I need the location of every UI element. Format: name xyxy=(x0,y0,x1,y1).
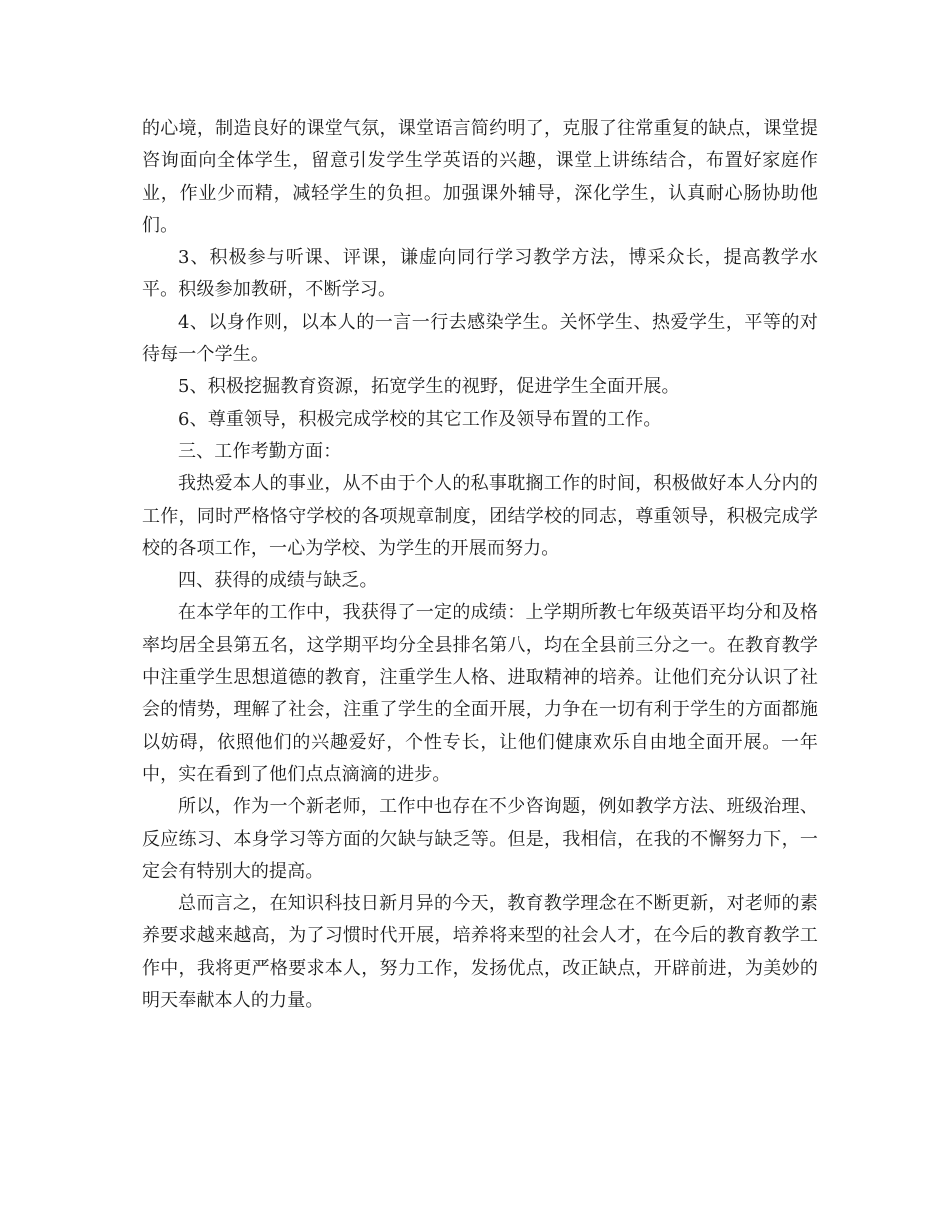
section-heading-attendance: 三、工作考勤方面： xyxy=(178,440,342,462)
paragraph-2: 3、积极参与听课、评课，谦虚向同行学习教学方法，博采众长，提高教学水平。积级参加教研，不断学习。 xyxy=(142,247,818,301)
section-heading-achievements: 四、获得的成绩与缺乏。 xyxy=(178,570,378,592)
paragraph-5: 6、尊重领导，积极完成学校的其它工作及领导布置的工作。 xyxy=(178,408,662,430)
paragraph-7: 我热爱本人的事业，从不由于个人的私事耽搁工作的时间，积极做好本人分内的工作，同时严格恪守学校的各项规章制度，团结学校的同志，尊重领导，积极完成学校的各项工作，一心为学校、为学生的开展而努力。 xyxy=(142,473,818,559)
paragraph-3: 4、以身作则，以本人的一言一行去感染学生。关怀学生、热爱学生，平等的对待每一个学生。 xyxy=(142,311,818,366)
paragraph-4: 5、积极挖掘教育资源，拓宽学生的视野，促进学生全面开展。 xyxy=(178,376,680,398)
document-body xyxy=(142,113,818,1017)
paragraph-10: 所以，作为一个新老师，工作中也存在不少咨询题，例如教学方法、班级治理、反应练习、本身学习等方面的欠缺与缺乏等。但是，我相信，在我的不懈努力下，一定会有特别大的提高。 xyxy=(142,796,818,882)
paragraph-9: 在本学年的工作中，我获得了一定的成绩：上学期所教七年级英语平均分和及格率均居全县第五名，这学期平均分全县排名第八，均在全县前三分之一。在教育教学中注重学生思想道德的教育，注重学生人格、进取精神的培养。让他们充分认识了社会的情势，理解了社会，注重了学生的全面开展，力争在一切有利于学生的方面都施以妨碍，依照他们的兴趣爱好，个性专长，让他们健康欢乐自由地全面开展。一年中，实在看到了他们点点滴滴的进步。 xyxy=(142,602,818,785)
paragraph-11: 总而言之，在知识科技日新月异的今天，教育教学理念在不断更新，对老师的素养要求越来越高，为了习惯时代开展，培养将来型的社会人才，在今后的教育教学工作中，我将更严格要求本人，努力工作，发扬优点，改正缺点，开辟前进，为美妙的明天奉献本人的力量。 xyxy=(142,893,818,1012)
paragraph-1: 的心境，制造良好的课堂气氛，课堂语言简约明了，克服了往常重复的缺点，课堂提咨询面向全体学生，留意引发学生学英语的兴趣，课堂上讲练结合，布置好家庭作业，作业少而精，减轻学生的负担。加强课外辅导，深化学生，认真耐心肠协助他们。 xyxy=(142,118,818,236)
